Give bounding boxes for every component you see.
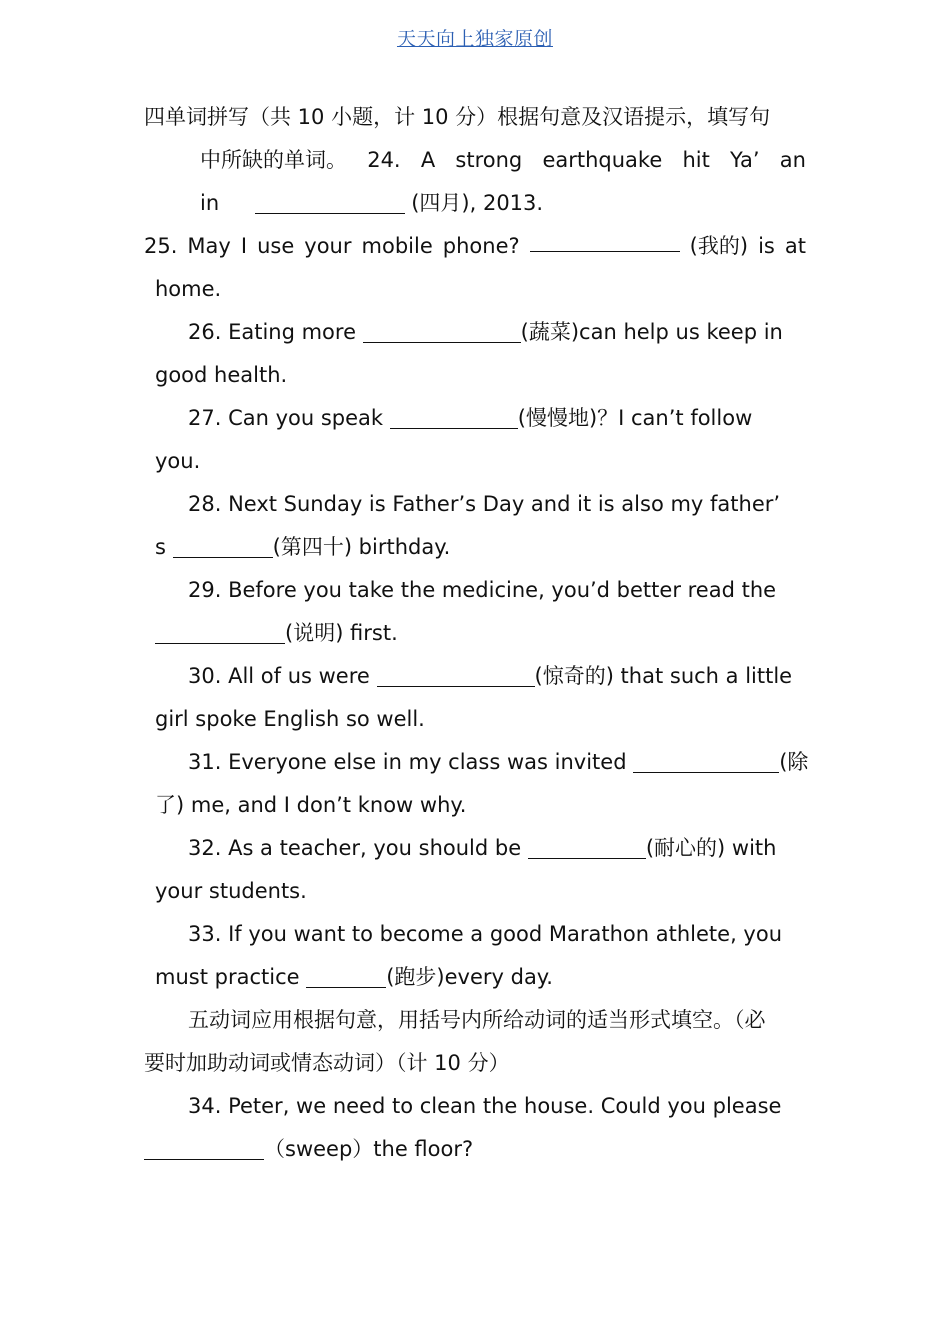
exercise-page [144,96,809,1171]
answer-blank-33[interactable] [306,961,386,988]
word: mobile [361,234,433,258]
q33-line: 33. If you want to become a good Marathon athlete, you [188,922,783,946]
word: Ya’ [730,148,760,172]
hint: (跑步)every day. [386,965,553,989]
section-five-heading: 五动词应用根据句意，用括号内所给动词的适当形式填空。（必 [188,1008,766,1032]
word: in [200,191,220,215]
hint: (说明) first. [285,621,398,645]
answer-blank-30[interactable] [377,660,535,687]
word: earthquake [542,148,663,172]
q30-line [144,655,806,698]
word: an [779,148,806,172]
page-header: 天天向上独家原创 [396,28,553,50]
answer-blank-27[interactable] [390,402,518,429]
answer-blank-28[interactable] [173,531,273,558]
hint: (除 [779,750,809,774]
word: phone? [442,234,520,258]
answer-blank-31[interactable] [633,746,779,773]
section-five-heading-2: 要时加助动词或情态动词）（计 10 分） [144,1051,510,1075]
word: A [420,148,436,172]
question-text: s [155,535,173,559]
q26-line [144,311,806,354]
answer-blank-26[interactable] [363,316,521,343]
question-text: 26. Eating more [188,320,363,344]
hint: (惊奇的) that such a little [534,664,793,688]
answer-blank-29[interactable] [155,617,285,644]
q30-line-2: girl spoke English so well. [155,707,425,731]
word: I [240,234,248,258]
q32-line [144,827,806,870]
q29-line-2 [144,612,806,655]
answer-blank-24[interactable] [255,187,405,214]
hint: (蔬菜)can help us keep in [520,320,783,344]
answer-blank-25[interactable] [530,225,680,252]
q31-line-2: 了) me, and I don’t know why. [155,793,467,817]
section-four-heading: 四单词拼写（共 10 小题，计 10 分）根据句意及汉语提示，填写句 [144,105,771,129]
q34-line: 34. Peter, we need to clean the house. Could you please [188,1094,782,1118]
q27-line [144,397,806,440]
q28-line: 28. Next Sunday is Father’s Day and it is also my father’ [188,492,781,516]
word: 25. [144,234,178,258]
word: 24. [367,148,401,172]
word: your [304,234,352,258]
q24-line-2 [144,182,806,225]
answer-blank-34[interactable] [144,1133,264,1160]
word: strong [455,148,523,172]
hint: (慢慢地)？I can’t follow [517,406,753,430]
word: May [187,234,231,258]
question-text: 27. Can you speak [188,406,390,430]
question-text: 30. All of us were [188,664,377,688]
q25-line-2: home. [155,277,222,301]
word: (我的) [689,234,749,258]
hint: (第四十) birthday. [272,535,451,559]
question-text: 32. As a teacher, you should be [188,836,528,860]
hint: (四月), 2013. [411,191,544,215]
q26-line-2: good health. [155,363,288,387]
word: 中所缺的单词。 [200,148,347,172]
q31-line [144,741,809,784]
hint: （sweep）the floor? [264,1137,474,1161]
hint: (耐心的) with [645,836,777,860]
q28-line-2 [144,526,806,569]
q27-line-2: you. [155,449,201,473]
question-text: 31. Everyone else in my class was invited [188,750,634,774]
q33-line-2 [144,956,806,999]
word: is [758,234,775,258]
q29-line: 29. Before you take the medicine, you’d better read the [188,578,777,602]
question-text: must practice [155,965,307,989]
q24-line [144,139,806,182]
q25-line [144,225,806,268]
answer-blank-32[interactable] [528,832,646,859]
q34-line-2 [144,1128,806,1171]
word: at [784,234,806,258]
word: hit [682,148,710,172]
word: use [257,234,295,258]
q32-line-2: your students. [155,879,307,903]
